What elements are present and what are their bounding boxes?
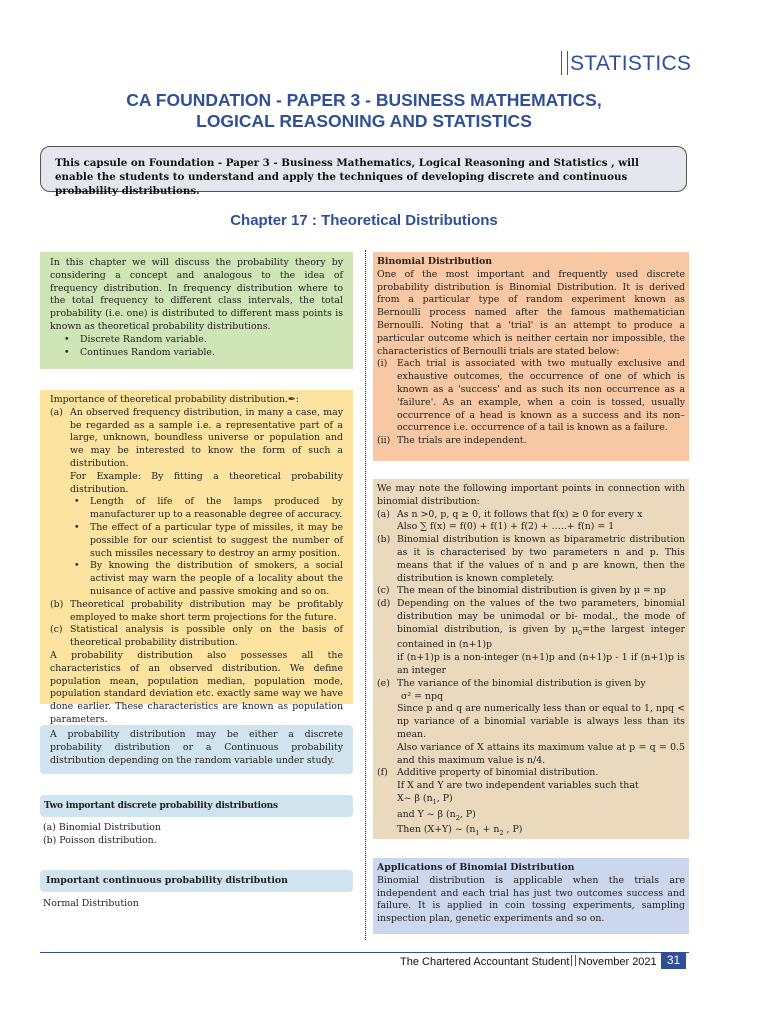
point-d: Depending on the values of the two parameters, binomial distribution may be unimodal or bi- modal., the mode of binomial distribution, is given by $\mu_0=the$ largest integer contained in (n+1)p xyxy=(397,598,685,651)
list-item: • The effect of a particular type of missiles, it may be possible for our scientist to suggest the number of such missiles necessary to destroy an army position. xyxy=(74,521,343,559)
page-title-line-1: CA FOUNDATION - PAPER 3 - BUSINESS MATHEMATICS, xyxy=(126,90,602,110)
list-item: (e) The variance of the binomial distribution is given by xyxy=(377,678,685,691)
footer-separator xyxy=(571,955,576,966)
list-item: • Length of life of the lamps produced by manufacturer up to a reasonable degree of accuracy. xyxy=(74,496,343,521)
footer-publication: The Chartered Accountant Student xyxy=(400,956,570,968)
example-bullet-2: The effect of a particular type of missiles, it may be possible for our scientist to suggest the number of such missiles necessary to destroy an army position. xyxy=(90,521,343,559)
page-number: 31 xyxy=(661,952,686,969)
bernoulli-trait-2: The trials are independent. xyxy=(397,435,527,447)
distribution-types-box xyxy=(40,725,353,774)
pen-icon: ✒ xyxy=(287,394,296,405)
list-item: (a) As n >0, p, q ≥ 0, it follows that f(x) ≥ 0 for every x xyxy=(377,509,685,522)
list-item: (i) Each trial is associated with two mutually exclusive and exhaustive outcomes, the occurrence of one of which is known as a 'success' and as such its non occurrence as a 'failure'. As an example, when a coin is tossed, usually occurrence of a head is known as a success and its non–occurrence i.e. occurrence of a tail is known as a failure. xyxy=(377,358,685,434)
list-item: (b) Binomial distribution is known as biparametric distribution as it is characterised by two parameters n and p. This means that if the values of n and p are known, then the distribution is known completely. xyxy=(377,534,685,584)
importance-example: For Example: By fitting a theoretical probability distribution. xyxy=(70,470,343,495)
point-d-cont: if (n+1)p is a non-integer (n+1)p and (n+1)p - 1 if (n+1)p is an integer xyxy=(397,652,685,677)
point-e: The variance of the binomial distribution is given by xyxy=(397,677,646,689)
formula-sum: Then (X+Y) ~ ($n_1 + n_2$ , P) xyxy=(397,824,523,838)
intro-box xyxy=(40,252,353,369)
list-item: (b) Theoretical probability distribution may be profitably employed to make short term projections for the future. xyxy=(50,598,343,623)
capsule-text: This capsule on Foundation - Paper 3 - Business Mathematics, Logical Reasoning and Statistics , will enable the students to understand and apply the techniques of developing discrete and continuous probability distributions. xyxy=(55,157,639,197)
applications-box xyxy=(373,858,689,934)
page-title xyxy=(80,90,648,132)
example-bullet-3: By knowing the distribution of smokers, a social activist may warn the people of a locality about the nuisance of active and passive smoking and so on. xyxy=(90,560,343,597)
chapter-title: Chapter 17 : Theoretical Distributions xyxy=(230,212,498,229)
point-a-also: Also ∑ f(x) = f(0) + f(1) + f(2) + …..+ f(n) = 1 xyxy=(397,521,615,533)
point-e-cont: Since p and q are numerically less than or equal to 1, npq < np variance of a binomial variable is always less than its mean. xyxy=(397,703,685,741)
continuous-distribution-item: Normal Distribution xyxy=(43,898,139,909)
importance-b: Theoretical probability distribution may be profitably employed to make short term projections for the future. xyxy=(70,598,343,623)
section-title: STATISTICS xyxy=(570,52,692,75)
binomial-points-box xyxy=(373,479,689,839)
point-c: The mean of the binomial distribution is given by μ = np xyxy=(397,585,666,597)
point-a: As n >0, p, q ≥ 0, it follows that f(x) ≥ 0 for every x xyxy=(397,508,643,520)
bernoulli-trait-1: Each trial is associated with two mutually exclusive and exhaustive outcomes, the occurrence of one of which is known as a 'success' and as such its non occurrence as a 'failure'. As an example, when a coin is tossed, usually occurrence of a head is known as a success and its non–occurrence i.e. occurrence of a tail is known as a failure. xyxy=(397,358,685,434)
discrete-distributions-list xyxy=(43,822,353,848)
distribution-types-text: A probability distribution may be either a discrete probability distribution or a Continuous probability distribution depending on the random variable under study. xyxy=(50,729,343,766)
point-f: Additive property of binomial distribution. xyxy=(397,767,599,779)
list-item: (c) Statistical analysis is possible only on the basis of theoretical probability distribution. xyxy=(50,624,343,649)
importance-heading: Importance of theoretical probability distribution.✒: xyxy=(50,394,299,405)
point-f-cont: If X and Y are two independent variables such that xyxy=(397,780,639,792)
variance-formula: σ² = npq xyxy=(401,690,444,702)
importance-closing: A probability distribution also possesses all the characteristics of an observed distribution. We define population mean, population median, population mode, population standard deviation etc. exactly same way we have done earlier. These characteristics are known as population parameters. xyxy=(50,649,343,725)
list-item: (a) Binomial Distribution xyxy=(43,822,161,833)
list-item: (f) Additive property of binomial distribution. xyxy=(377,767,685,780)
formula-x: X~ β ($n_1$, P) xyxy=(397,793,453,806)
continuous-distribution-heading: Important continuous probability distribution xyxy=(40,870,353,892)
header-divider-bars xyxy=(561,51,568,75)
column-divider xyxy=(365,250,366,940)
binomial-text: One of the most important and frequently used discrete probability distribution is Binomial Distribution. It is derived from a particular type of random experiment known as Bernoulli process named after the famous mathematician Bernoulli. Noting that a 'trial' is an attempt to produce a particular outcome which is neither certain nor impossible, the characteristics of Bernoulli trials are stated below: xyxy=(377,268,685,357)
example-bullet-1: Length of life of the lamps produced by manufacturer up to a reasonable degree of accuracy. xyxy=(90,496,343,521)
list-item: • Discrete Random variable. xyxy=(50,334,343,347)
formula-y: and Y ~ β ($n_2$, P) xyxy=(397,808,476,822)
importance-a: An observed frequency distribution, in many a case, may be regarded as a sample i.e. a representative part of a large, unknown, boundless universe or population and we may be interested to know the form of such a distribution. xyxy=(70,406,343,469)
page-title-line-2: LOGICAL REASONING AND STATISTICS xyxy=(196,111,532,131)
intro-bullet-1: Discrete Random variable. xyxy=(80,333,207,345)
binomial-distribution-box xyxy=(373,252,689,461)
capsule-intro-box xyxy=(40,146,687,197)
importance-c: Statistical analysis is possible only on the basis of theoretical probability distribution. xyxy=(70,624,343,649)
importance-box xyxy=(40,390,353,725)
binomial-heading: Binomial Distribution xyxy=(377,256,493,267)
points-intro: We may note the following important points in connection with binomial distribution: xyxy=(377,483,685,507)
list-item: (ii) The trials are independent. xyxy=(377,435,685,448)
list-item: • Continues Random variable. xyxy=(50,347,343,360)
list-item: (b) Poisson distribution. xyxy=(43,834,157,846)
applications-heading: Applications of Binomial Distribution xyxy=(377,862,575,873)
list-item: (a) An observed frequency distribution, in many a case, may be regarded as a sample i.e. a representative part of a large, unknown, boundless universe or population and we may be interested to know the form of such a distribution. xyxy=(50,406,343,469)
footer xyxy=(400,955,657,968)
footer-rule xyxy=(40,952,689,953)
point-e-cont-2: Also variance of X attains its maximum value at p = q = 0.5 and this maximum value is n/4. xyxy=(397,741,685,766)
point-b: Binomial distribution is known as biparametric distribution as it is characterised by two parameters n and p. This means that if the values of n and p are known, then the distribution is known completely. xyxy=(397,534,685,584)
applications-text: Binomial distribution is applicable when the trials are independent and each trial has just two outcomes success and failure. It is applied in coin tossing experiments, sampling inspection plan, genetic experiments and so on. xyxy=(377,874,685,925)
list-item: (d) Depending on the values of the two parameters, binomial distribution may be unimodal or bi- modal., the mode of binomial distribution, is given by $\mu_0=the$ largest integer contained in (n+1)p xyxy=(377,598,685,651)
discrete-distributions-heading: Two important discrete probability distributions xyxy=(40,795,353,817)
intro-text: In this chapter we will discuss the probability theory by considering a concept and analogous to the idea of frequency distribution. In frequency distribution where to the total frequency to different class intervals, the total probability (i.e. one) is distributed to different mass points is known as theoretical probability distributions. xyxy=(50,257,343,332)
list-item: • By knowing the distribution of smokers, a social activist may warn the people of a locality about the nuisance of active and passive smoking and so on. xyxy=(74,560,343,597)
list-item: (c) The mean of the binomial distribution is given by μ = np xyxy=(377,585,685,598)
footer-date: November 2021 xyxy=(578,956,657,968)
intro-bullet-2: Continues Random variable. xyxy=(80,346,215,358)
